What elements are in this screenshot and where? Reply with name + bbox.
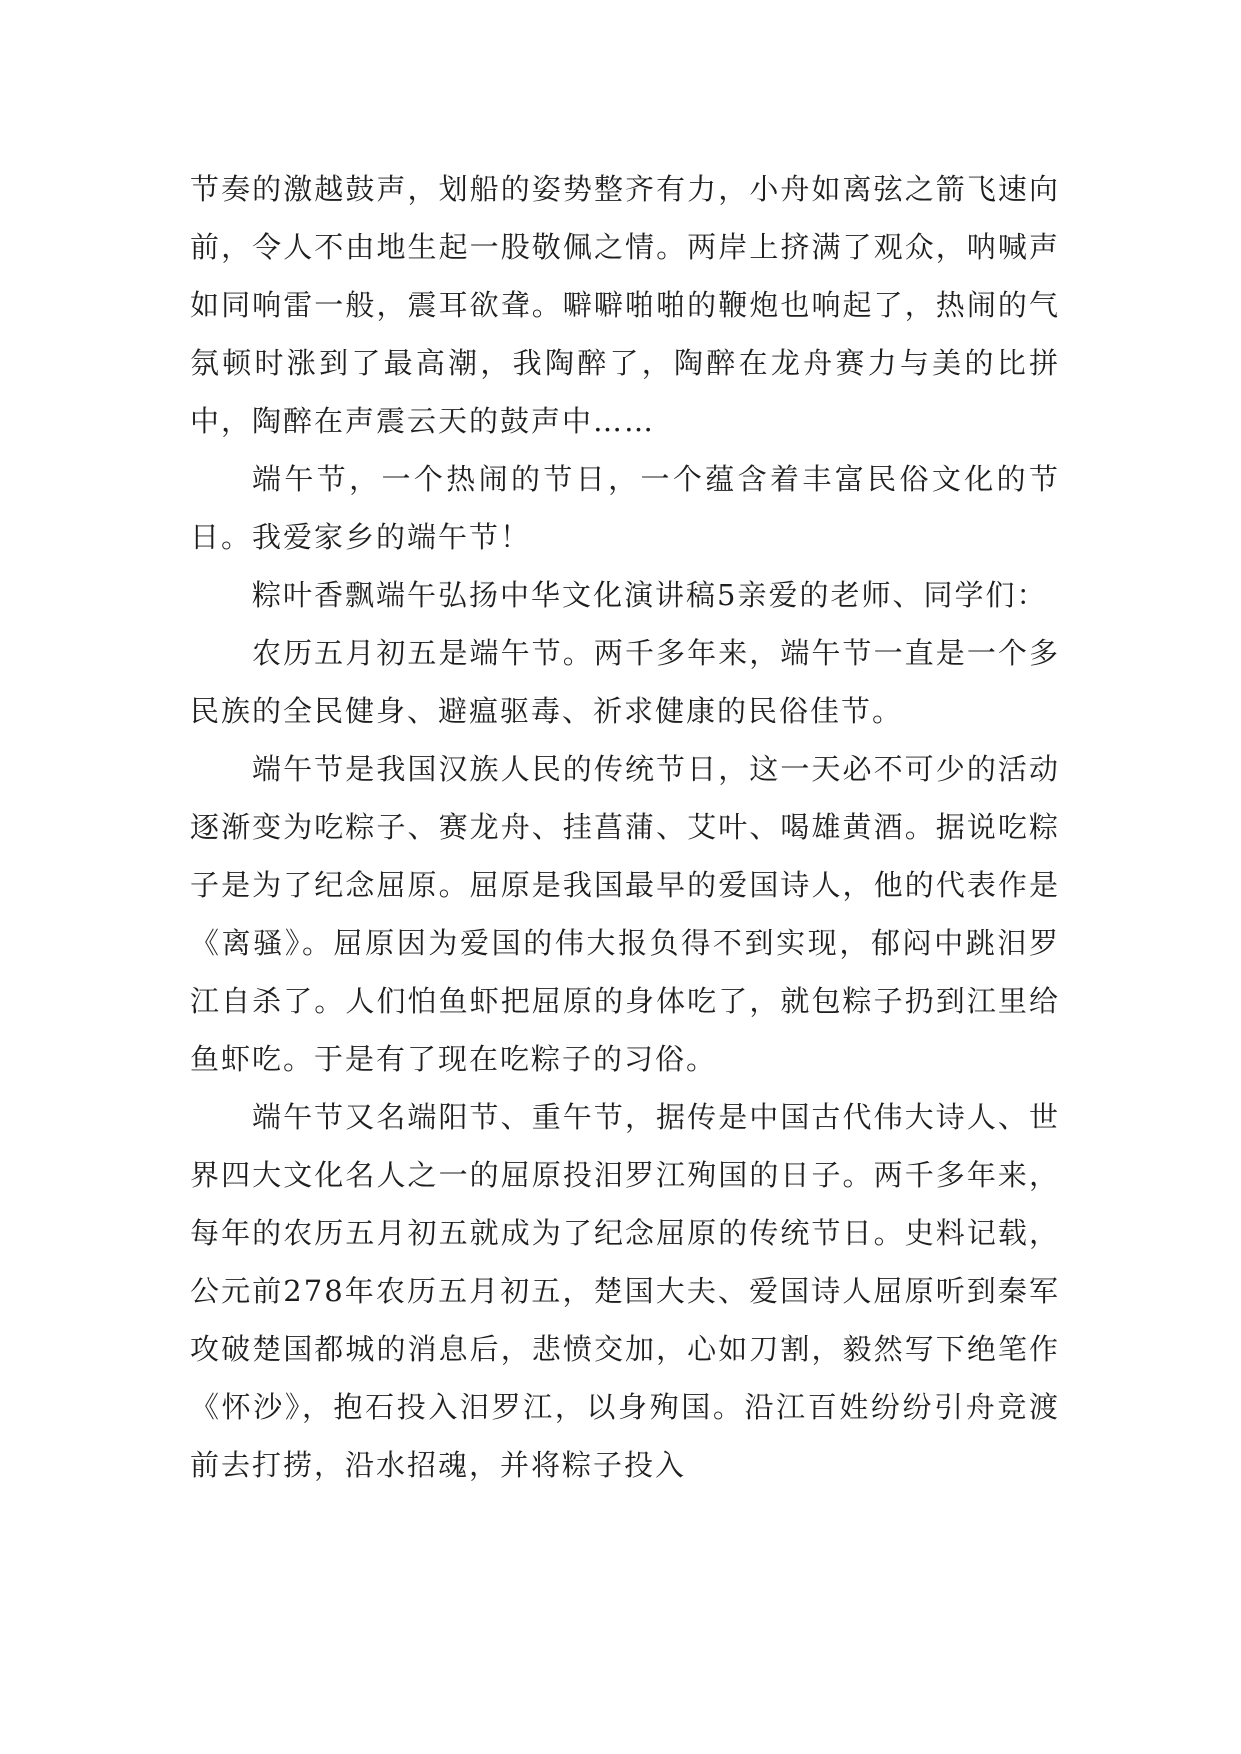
paragraph-4: 农历五月初五是端午节。两千多年来，端午节一直是一个多民族的全民健身、避瘟驱毒、祈求健康的民俗佳节。: [190, 636, 1060, 728]
paragraph-2: 端午节，一个热闹的节日，一个蕴含着丰富民俗文化的节日。我爱家乡的端午节！: [190, 462, 1060, 554]
paragraph-3: 粽叶香飘端午弘扬中华文化演讲稿5亲爱的老师、同学们：: [252, 578, 1048, 612]
paragraph-1: 节奏的激越鼓声，划船的姿势整齐有力，小舟如离弦之箭飞速向前，令人不由地生起一股敬佩之情。两岸上挤满了观众，呐喊声如同响雷一般，震耳欲聋。噼噼啪啪的鞭炮也响起了，热闹的气氛顿时涨到了最高潮，我陶醉了，陶醉在龙舟赛力与美的比拼中，陶醉在声震云天的鼓声中……: [190, 172, 1060, 438]
paragraph-5: 端午节是我国汉族人民的传统节日，这一天必不可少的活动逐渐变为吃粽子、赛龙舟、挂菖蒲、艾叶、喝雄黄酒。据说吃粽子是为了纪念屈原。屈原是我国最早的爱国诗人，他的代表作是《离骚》。屈原因为爱国的伟大报负得不到实现，郁闷中跳汨罗江自杀了。人们怕鱼虾把屈原的身体吃了，就包粽子扔到江里给鱼虾吃。于是有了现在吃粽子的习俗。: [190, 752, 1060, 1076]
document-body: [190, 160, 1060, 1494]
paragraph-6: 端午节又名端阳节、重午节，据传是中国古代伟大诗人、世界四大文化名人之一的屈原投汨罗江殉国的日子。两千多年来，每年的农历五月初五就成为了纪念屈原的传统节日。史料记载，公元前278年农历五月初五，楚国大夫、爱国诗人屈原听到秦军攻破楚国都城的消息后，悲愤交加，心如刀割，毅然写下绝笔作《怀沙》，抱石投入汨罗江，以身殉国。沿江百姓纷纷引舟竞渡前去打捞，沿水招魂，并将粽子投入: [190, 1100, 1060, 1482]
